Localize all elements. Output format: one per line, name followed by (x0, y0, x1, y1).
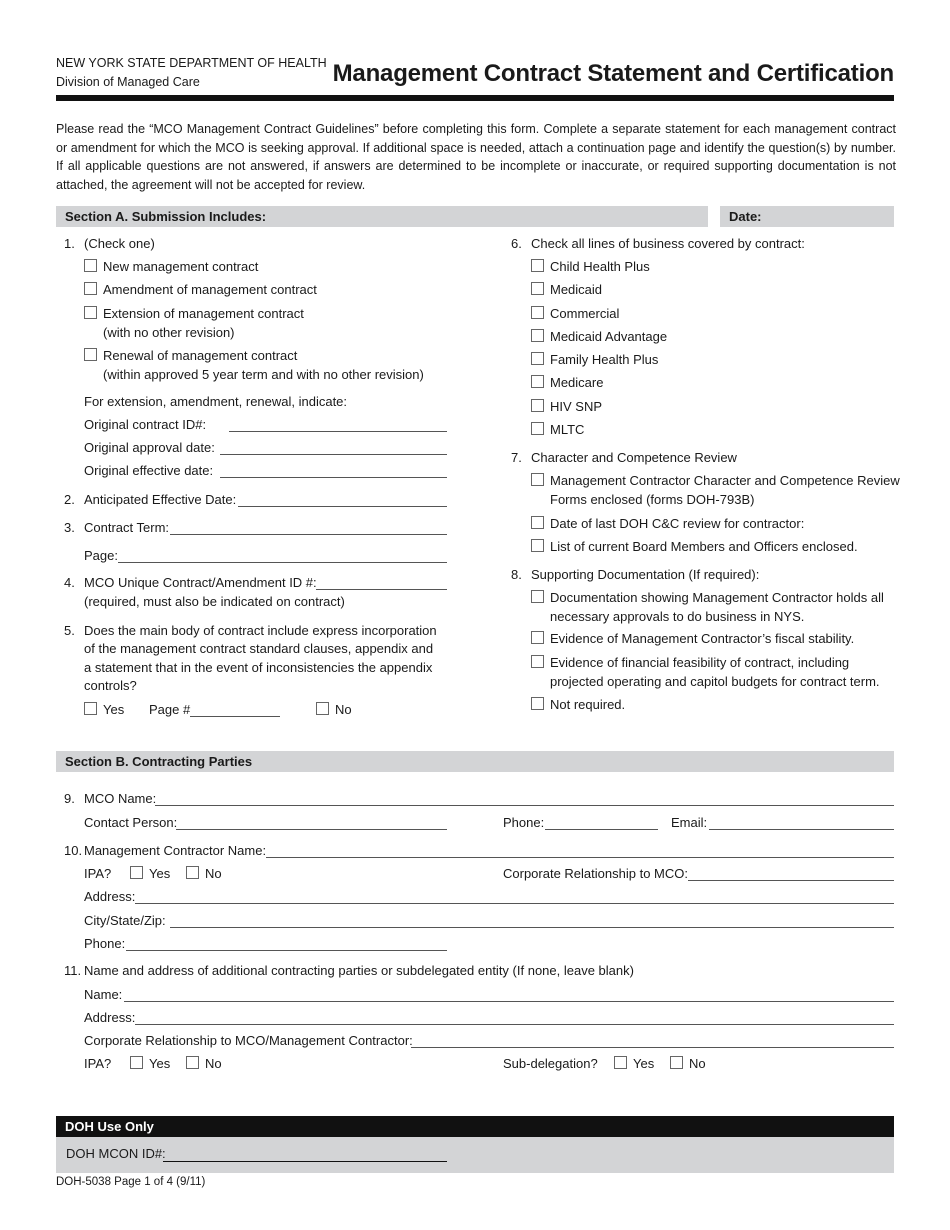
checkbox[interactable] (531, 539, 544, 552)
q7-number: 7. (511, 450, 522, 465)
original-approval-date-field[interactable] (220, 454, 447, 455)
q10-corp-relationship-field[interactable] (688, 880, 894, 881)
mco-name-field[interactable] (155, 805, 894, 806)
q4-label: MCO Unique Contract/Amendment ID #: (84, 575, 317, 590)
option-label: Amendment of management contract (103, 282, 317, 297)
checkbox[interactable] (531, 352, 544, 365)
intro-paragraph: Please read the “MCO Management Contract Guidelines” before completing this form. Complete a separate statement for each management contract or amendment for which the MCO is seeking approval. If additional space is needed, attach a continuation page and identify the question(s) by number. If all applicable questions are not answered, if answers are determined to be incomplete or inaccurate, or required supporting documentation is not attached, the agreement will not be accepted for review. (56, 122, 896, 192)
checkbox[interactable] (531, 306, 544, 319)
doh-use-only-header: DOH Use Only (56, 1116, 894, 1137)
q8-option-feasibility-note: projected operating and capitol budgets for contract term. (550, 674, 880, 689)
checkbox[interactable] (531, 631, 544, 644)
original-effective-date-label: Original effective date: (84, 463, 214, 478)
q5-no-option[interactable] (316, 701, 352, 720)
q5-page-label: Page # (149, 702, 191, 717)
q6-option-medicaid[interactable] (531, 281, 602, 300)
agency-block (56, 54, 327, 92)
division-name: Division of Managed Care (56, 75, 200, 89)
q1-option-extension-note: (with no other revision) (103, 325, 235, 340)
q11-address-field[interactable] (135, 1024, 894, 1025)
q11-number: 11. (64, 963, 82, 978)
option-label: Child Health Plus (550, 259, 650, 274)
q7-option-forms[interactable] (531, 472, 900, 491)
q1-option-renewal-note: (within approved 5 year term and with no other revision) (103, 367, 424, 382)
section-a-header: Section A. Submission Includes: (56, 206, 708, 227)
option-label: Commercial (550, 306, 620, 321)
checkbox[interactable] (84, 306, 97, 319)
option-label: Medicare (550, 375, 604, 390)
q6-number: 6. (511, 236, 522, 251)
checkbox[interactable] (531, 282, 544, 295)
option-label: No (689, 1056, 706, 1071)
q5-line-3: a statement that in the event of inconsistencies the appendix (84, 660, 433, 675)
q10-ipa-yes[interactable] (130, 865, 170, 884)
checkbox[interactable] (316, 702, 329, 715)
q11-ipa-no[interactable] (186, 1055, 222, 1074)
original-effective-date-field[interactable] (220, 477, 447, 478)
contact-person-label: Contact Person: (84, 815, 178, 830)
option-label: Management Contractor Character and Competence Review (550, 473, 900, 488)
option-label: HIV SNP (550, 399, 603, 414)
option-label: No (205, 1056, 222, 1071)
checkbox[interactable] (531, 590, 544, 603)
option-label: Medicaid Advantage (550, 329, 668, 344)
q5-line-4: controls? (84, 678, 137, 693)
q10-ipa-label: IPA? (84, 866, 112, 881)
option-label: List of current Board Members and Officers enclosed. (550, 539, 858, 554)
section-b-header: Section B. Contracting Parties (56, 751, 894, 772)
q10-phone-field[interactable] (126, 950, 447, 951)
q6-option-child-health-plus[interactable] (531, 258, 650, 277)
contractor-name-label: Management Contractor Name: (84, 843, 267, 858)
q8-option-approvals[interactable] (531, 589, 884, 608)
option-label: Yes (633, 1056, 655, 1071)
option-label: Medicaid (550, 282, 603, 297)
q8-number: 8. (511, 567, 522, 582)
mco-email-field[interactable] (709, 829, 894, 830)
option-label: No (335, 702, 352, 717)
contact-person-field[interactable] (176, 829, 447, 830)
q11-name-label: Name: (84, 987, 123, 1002)
form-title: Management Contract Statement and Certification (332, 60, 894, 87)
q7-option-board-list[interactable] (531, 538, 858, 557)
q3-number: 3. (64, 520, 75, 535)
doh-mcon-field[interactable] (163, 1161, 447, 1162)
q1-indicate-label: For extension, amendment, renewal, indicate: (84, 394, 348, 409)
q8-option-approvals-note: necessary approvals to do business in NYS. (550, 609, 805, 624)
q10-corp-relationship-label: Corporate Relationship to MCO: (503, 866, 688, 881)
q11-subdelegation-label: Sub-delegation? (503, 1056, 598, 1071)
mco-phone-field[interactable] (545, 829, 658, 830)
q11-address-label: Address: (84, 1010, 136, 1025)
doh-use-only-panel (56, 1137, 894, 1173)
checkbox[interactable] (531, 329, 544, 342)
q10-city-field[interactable] (170, 927, 894, 928)
q10-ipa-no[interactable] (186, 865, 222, 884)
checkbox[interactable] (531, 375, 544, 388)
mco-name-label: MCO Name: (84, 791, 157, 806)
checkbox[interactable] (186, 1056, 199, 1069)
q9-number: 9. (64, 791, 75, 806)
option-label: Extension of management contract (103, 306, 304, 321)
contract-term-page-field[interactable] (118, 562, 447, 563)
q11-label: Name and address of additional contracting parties or subdelegated entity (If none, leave blank) (84, 963, 634, 978)
option-label: MLTC (550, 422, 585, 437)
checkbox[interactable] (531, 516, 544, 529)
option-label: Evidence of financial feasibility of contract, including (550, 655, 850, 670)
checkbox[interactable] (531, 259, 544, 272)
q1-label: (Check one) (84, 236, 155, 251)
checkbox[interactable] (84, 702, 97, 715)
option-label: Yes (103, 702, 125, 717)
contractor-name-field[interactable] (266, 857, 894, 858)
q11-ipa-label: IPA? (84, 1056, 112, 1071)
q5-line-1: Does the main body of contract include express incorporation (84, 623, 437, 638)
checkbox[interactable] (531, 655, 544, 668)
checkbox[interactable] (531, 473, 544, 486)
q7-option-forms-note: Forms enclosed (forms DOH-793B) (550, 492, 755, 507)
q10-address-label: Address: (84, 889, 136, 904)
option-label: Family Health Plus (550, 352, 659, 367)
q7-label: Character and Competence Review (531, 450, 737, 465)
q8-option-feasibility[interactable] (531, 654, 849, 673)
original-approval-date-label: Original approval date: (84, 440, 215, 455)
checkbox[interactable] (531, 697, 544, 710)
option-label: Date of last DOH C&C review for contractor: (550, 516, 805, 531)
header-rule (56, 95, 894, 101)
q11-subdelegation-no[interactable] (670, 1055, 706, 1074)
option-label: Yes (149, 866, 171, 881)
q8-option-fiscal[interactable] (531, 630, 854, 649)
q6-option-medicaid-advantage[interactable] (531, 328, 667, 347)
q11-corp-relationship-field[interactable] (411, 1047, 894, 1048)
q11-name-field[interactable] (124, 1001, 894, 1002)
checkbox[interactable] (614, 1056, 627, 1069)
option-label: Yes (149, 1056, 171, 1071)
form-footer: DOH-5038 Page 1 of 4 (9/11) (56, 1176, 206, 1188)
q11-subdelegation-yes[interactable] (614, 1055, 654, 1074)
q5-number: 5. (64, 623, 75, 638)
original-contract-id-field[interactable] (229, 431, 447, 432)
q6-option-family-health-plus[interactable] (531, 351, 658, 370)
mco-phone-label: Phone: (503, 815, 545, 830)
q3-page-label: Page: (84, 548, 118, 563)
q1-option-renewal[interactable] (84, 347, 297, 366)
q5-yes-option[interactable] (84, 701, 124, 720)
contract-term-field[interactable] (170, 534, 447, 535)
q1-option-extension[interactable] (84, 305, 304, 324)
checkbox[interactable] (84, 259, 97, 272)
q1-number: 1. (64, 236, 75, 251)
option-label: Evidence of Management Contractor’s fiscal stability. (550, 631, 855, 646)
q7-option-last-review[interactable] (531, 515, 804, 534)
q1-option-new[interactable] (84, 258, 258, 277)
q4-number: 4. (64, 575, 75, 590)
q2-number: 2. (64, 492, 75, 507)
q11-corp-relationship-label: Corporate Relationship to MCO/Management Contractor: (84, 1033, 413, 1048)
agency-name: NEW YORK STATE DEPARTMENT OF HEALTH (56, 56, 327, 70)
checkbox[interactable] (670, 1056, 683, 1069)
q8-label: Supporting Documentation (If required): (531, 567, 760, 582)
q3-label: Contract Term: (84, 520, 170, 535)
checkbox[interactable] (130, 1056, 143, 1069)
q5-line-2: of the management contract standard clauses, appendix and (84, 641, 434, 656)
checkbox[interactable] (531, 422, 544, 435)
q6-option-hiv-snp[interactable] (531, 398, 602, 417)
anticipated-effective-date-field[interactable] (238, 506, 447, 507)
checkbox[interactable] (84, 282, 97, 295)
mco-contract-id-field[interactable] (316, 589, 447, 590)
option-label: No (205, 866, 222, 881)
checkbox[interactable] (186, 866, 199, 879)
q6-option-mltc[interactable] (531, 421, 584, 440)
q1-option-amendment[interactable] (84, 281, 317, 300)
q4-note: (required, must also be indicated on contract) (84, 594, 345, 609)
q6-option-medicare[interactable] (531, 374, 603, 393)
q10-city-label: City/State/Zip: (84, 913, 166, 928)
option-label: Not required. (550, 697, 626, 712)
option-label: New management contract (103, 259, 259, 274)
q5-page-field[interactable] (190, 716, 280, 717)
original-contract-id-label: Original contract ID#: (84, 417, 207, 432)
q10-address-field[interactable] (135, 903, 894, 904)
q10-number: 10. (64, 843, 83, 858)
q2-label: Anticipated Effective Date: (84, 492, 237, 507)
checkbox[interactable] (84, 348, 97, 361)
q6-option-commercial[interactable] (531, 305, 619, 324)
q6-label: Check all lines of business covered by contract: (531, 236, 805, 251)
q11-ipa-yes[interactable] (130, 1055, 170, 1074)
checkbox[interactable] (130, 866, 143, 879)
date-header: Date: (720, 206, 894, 227)
option-label: Renewal of management contract (103, 348, 298, 363)
checkbox[interactable] (531, 399, 544, 412)
q10-phone-label: Phone: (84, 936, 126, 951)
mco-email-label: Email: (671, 815, 708, 830)
doh-mcon-label: DOH MCON ID#: (66, 1146, 166, 1161)
q8-option-not-required[interactable] (531, 696, 625, 715)
option-label: Documentation showing Management Contractor holds all (550, 590, 884, 605)
